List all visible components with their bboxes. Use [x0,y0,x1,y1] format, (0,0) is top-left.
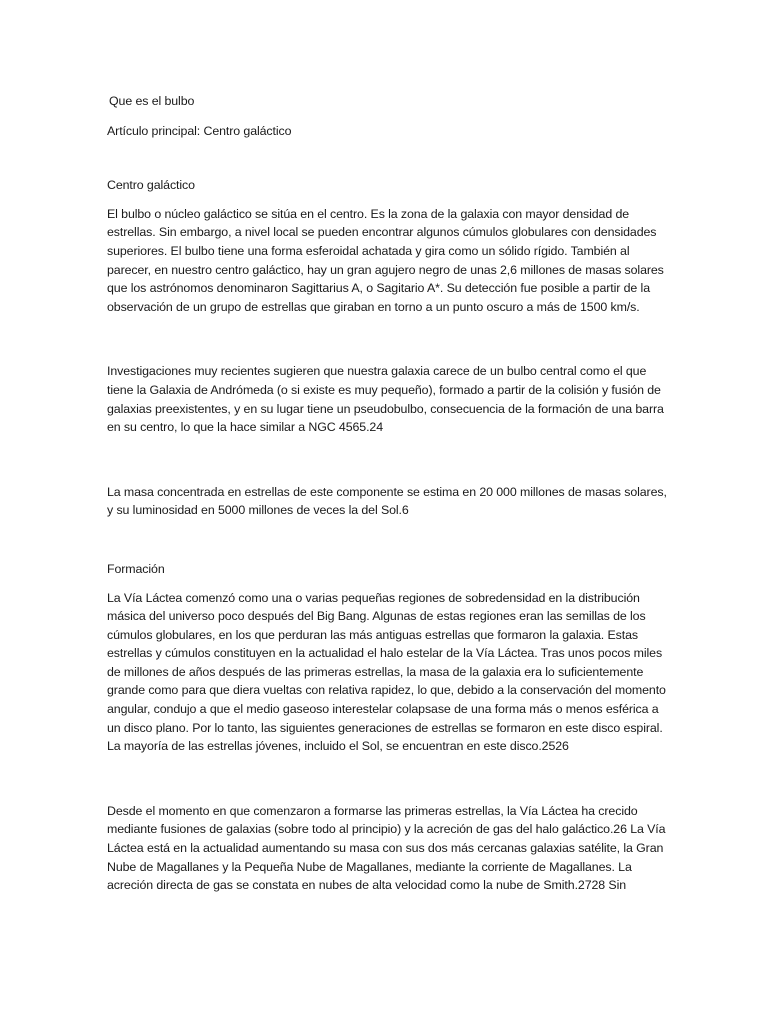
section-heading-formacion: Formación [107,561,165,576]
document-title: Que es el bulbo [109,94,195,108]
paragraph-formacion-origen: La Vía Láctea comenzó como una o varias pequeñas regiones de sobredensidad en la distribución másica del universo poco después del Big Bang. Algunas de estas regiones eran las semillas de los cúmulos globulares, en los que perduran las más antiguas estrellas que formaron la galaxia. Estas estrellas y cúmulos constituyen en la actualidad el halo estelar de la Vía Láctea. Tras unos pocos miles de millones de años después de las primeras estrellas, la masa de la galaxia era lo suficientemente grande como para que diera vueltas con relativa rapidez, lo que, debido a la conservación del momento angular, condujo a que el medio gaseoso interestelar colapsase de una forma más o menos esférica a un disco plano. Por lo tanto, las siguientes generaciones de estrellas se formaron en este disco espiral. La mayoría de las estrellas jóvenes, incluido el Sol, se encuentran en este disco.2526 [107,590,666,754]
paragraph-formacion-crecimiento: Desde el momento en que comenzaron a formarse las primeras estrellas, la Vía Láctea ha crecido mediante fusiones de galaxias (sobre todo al principio) y la acreción de gas del halo galáctico.26 La Vía Láctea está en la actualidad aumentando su masa con sus dos más cercanas galaxias satélite, la Gran Nube de Magallanes y la Pequeña Nube de Magallanes, mediante la corriente de Magallanes. La acreción directa de gas se constata en nubes de alta velocidad como la nube de Smith.2728 Sin [107,803,666,893]
paragraph-masa-luminosidad: La masa concentrada en estrellas de este componente se estima en 20 000 millones de masas solares, y su luminosidad en 5000 millones de veces la del Sol.6 [107,484,667,518]
paragraph-bulbo-description: El bulbo o núcleo galáctico se sitúa en el centro. Es la zona de la galaxia con mayor densidad de estrellas. Sin embargo, a nivel local se pueden encontrar algunos cúmulos globulares con densidades superiores. El bulbo tiene una forma esferoidal achatada y gira como un sólido rígido. También al parecer, en nuestro centro galáctico, hay un gran agujero negro de unas 2,6 millones de masas solares que los astrónomos denominaron Sagittarius A, o Sagitario A*. Su detección fue posible a partir de la observación de un grupo de estrellas que giraban en torno a un punto oscuro a más de 1500 km/s. [107,206,664,314]
section-heading-centro-galactico: Centro galáctico [107,178,195,193]
document-body [107,92,667,941]
main-article-note: Artículo principal: Centro galáctico [107,123,292,138]
paragraph-pseudobulbo: Investigaciones muy recientes sugieren que nuestra galaxia carece de un bulbo central como el que tiene la Galaxia de Andrómeda (o si existe es muy pequeño), formado a partir de la colisión y fusión de galaxias preexistentes, y en su lugar tiene un pseudobulbo, consecuencia de la formación de una barra en su centro, lo que la hace similar a NGC 4565.24 [107,364,664,435]
